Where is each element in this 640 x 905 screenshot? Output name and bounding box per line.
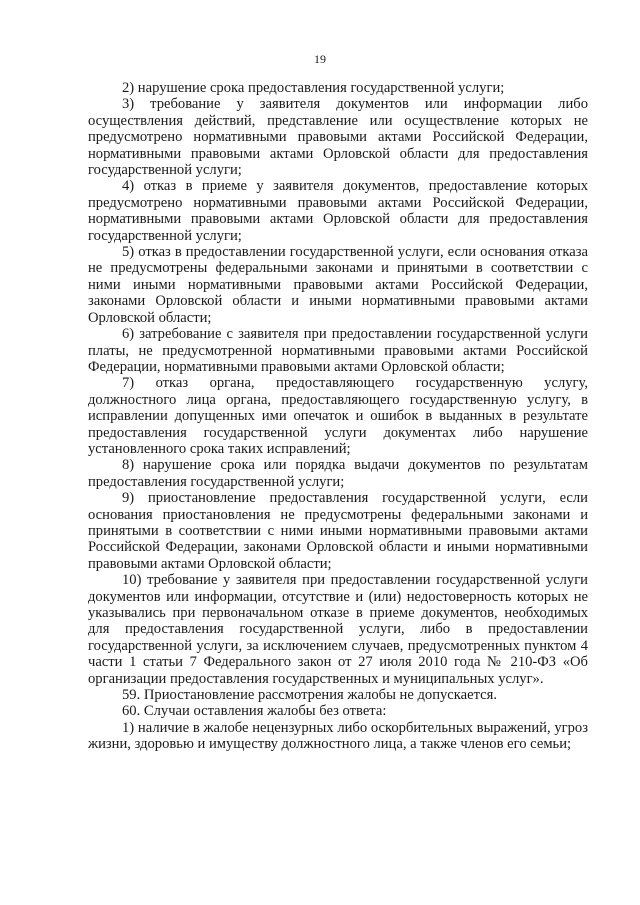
paragraph-item-4: 4) отказ в приеме у заявителя документов, предоставление которых предусмотрено нормативными правовыми актами Российской Федерации, нормативными правовыми актами Орловской области для предоставления государственной услуги; bbox=[88, 178, 588, 244]
page-number: 19 bbox=[314, 52, 326, 66]
paragraph-clause-59: 59. Приостановление рассмотрения жалобы не допускается. bbox=[122, 687, 498, 704]
paragraph-item-5: 5) отказ в предоставлении государственной услуги, если основания отказа не предусмотрены федеральными законами и принятыми в соответствии с ними иными нормативными правовыми актами Российской Федерации, законами Орловской области и иными нормативными правовыми актами Орловской области; bbox=[88, 244, 588, 326]
paragraph-item-7: 7) отказ органа, предоставляющего государственную услугу, должностного лица органа, предоставляющего государственную услугу, в исправлении допущенных ими опечаток и ошибок в выданных в результате предоставления государственной услуги документах либо нарушение установленного срока таких исправлений; bbox=[88, 375, 588, 457]
paragraph-item-10: 10) требование у заявителя при предоставлении государственной услуги документов или информации, отсутствие и (или) недостоверность которых не указывались при первоначальном отказе в приеме документов, необходимых для предоставления государственной услуги, либо в предоставлении государственной услуги, за исключением случаев, предусмотренных пунктом 4 части 1 статьи 7 Федерального закон от 27 июля 2010 года № 210-ФЗ «Об организации предоставления государственных и муниципальных услуг». bbox=[88, 572, 588, 687]
document-body bbox=[88, 80, 588, 753]
paragraph-item-6: 6) затребование с заявителя при предоставлении государственной услуги платы, не предусмотренной нормативными правовыми актами Российской Федерации, нормативными правовыми актами Орловской области; bbox=[88, 326, 588, 375]
paragraph-clause-60: 60. Случаи оставления жалобы без ответа: bbox=[122, 703, 387, 720]
paragraph-item-60-1: 1) наличие в жалобе нецензурных либо оскорбительных выражений, угроз жизни, здоровью и имуществу должностного лица, а также членов его семьи; bbox=[88, 719, 588, 753]
paragraph-item-2: 2) нарушение срока предоставления государственной услуги; bbox=[122, 80, 505, 96]
paragraph-item-3: 3) требование у заявителя документов или информации либо осуществления действий, представление или осуществление которых не предусмотрено нормативными правовыми актами Российской Федерации, нормативными правовыми актами Орловской области для предоставления государственной услуги; bbox=[88, 96, 588, 179]
paragraph-item-8: 8) нарушение срока или порядка выдачи документов по результатам предоставления государственной услуги; bbox=[88, 457, 588, 490]
paragraph-item-9: 9) приостановление предоставления государственной услуги, если основания приостановления не предусмотрены федеральными законами и принятыми в соответствии с ними иными нормативными правовыми актами Российской Федерации, законами Орловской области и иными нормативными правовыми актами Орловской области; bbox=[88, 490, 588, 572]
